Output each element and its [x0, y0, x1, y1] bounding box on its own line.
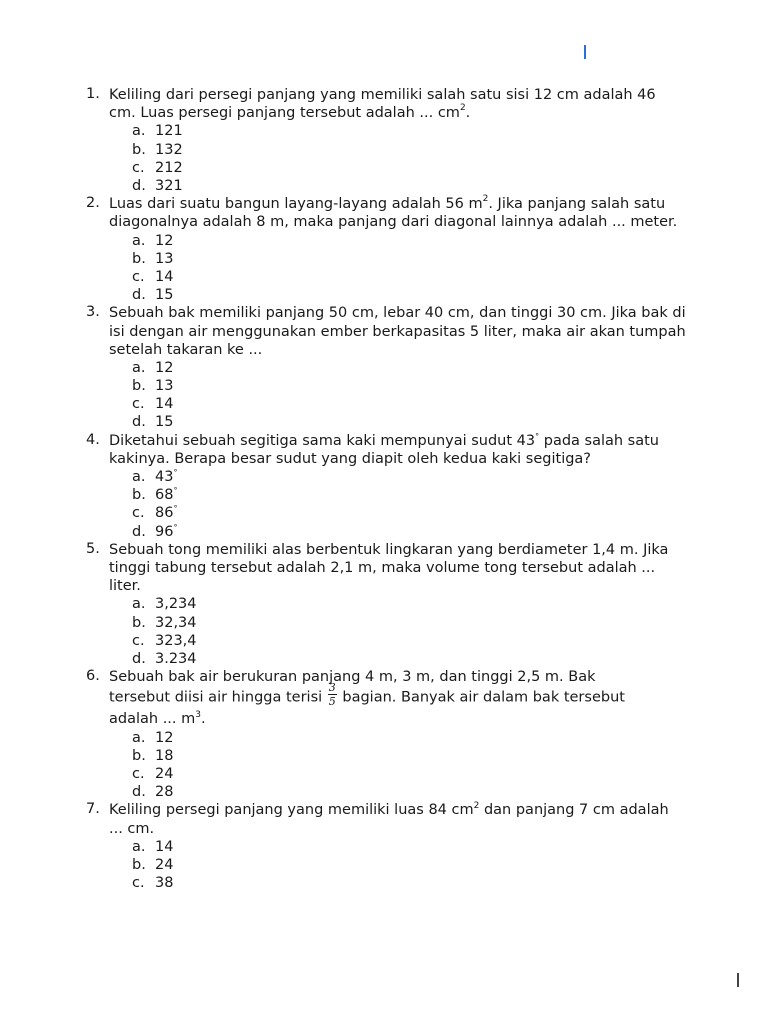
question-number: 1. [86, 86, 100, 102]
fraction: $\frac{3}{5}$ [328, 681, 336, 709]
option-c: c. 212 [132, 159, 183, 176]
option-b: b. 13 [132, 378, 174, 395]
answer-options [132, 838, 686, 893]
option-a: a. 121 [132, 123, 183, 140]
option-b: b. 18 [132, 747, 174, 764]
question-6 [86, 668, 686, 801]
question-4 [86, 432, 686, 541]
option-b: b. 13 [132, 250, 174, 267]
question-list [86, 86, 686, 892]
page-edge-marker [737, 973, 739, 987]
option-c: c. 24 [132, 765, 174, 782]
option-a: a. 12 [132, 232, 174, 249]
answer-options [132, 359, 686, 432]
answer-options [132, 468, 686, 541]
question-text: Keliling persegi panjang yang memiliki luas 84 $cm^2$ dan panjang 7 cm adalah ... cm. [109, 800, 669, 837]
option-d: d. 321 [132, 177, 183, 194]
option-b: b. 24 [132, 856, 174, 873]
question-text: Sebuah tong memiliki alas berbentuk lingkaran yang berdiameter 1,4 m. Jika tinggi tabung tersebut adalah 2,1 m, maka volume tong tersebut adalah ... liter. [109, 541, 669, 595]
option-a: a. 12 [132, 729, 174, 746]
option-a: a. 14 [132, 838, 174, 855]
answer-options [132, 729, 686, 802]
answer-options [132, 595, 686, 668]
question-number: 5. [86, 540, 100, 557]
option-c: c. 86° [132, 504, 178, 522]
question-7 [86, 801, 686, 892]
option-d: d. 15 [132, 287, 174, 304]
option-c: c. 14 [132, 268, 174, 285]
option-c: c. 323,4 [132, 632, 197, 649]
option-b: b. 68° [132, 486, 178, 504]
option-d: d. 96° [132, 522, 178, 540]
question-text: Diketahui sebuah segitiga sama kaki mempunyai sudut 43° pada salah satu kakinya. Berapa besar sudut yang diapit oleh kedua kaki segitiga? [109, 431, 659, 467]
question-5 [86, 541, 686, 668]
question-number: 3. [86, 304, 100, 321]
option-a: a. 3,234 [132, 596, 197, 613]
question-text: Keliling dari persegi panjang yang memiliki salah satu sisi 12 cm adalah 46 cm. Luas persegi panjang tersebut adalah ... $cm^2$. [109, 87, 656, 122]
answer-options [132, 122, 686, 195]
option-a: a. 43° [132, 468, 178, 486]
option-c: c. 14 [132, 396, 174, 413]
question-text: Luas dari suatu bangun layang-layang adalah 56 $m^2$. Jika panjang salah satu diagonalnya adalah 8 m, maka panjang dari diagonal lainnya adalah ... meter. [109, 194, 678, 231]
question-3 [86, 304, 686, 431]
option-b: b. 132 [132, 141, 183, 158]
option-d: d. 3.234 [132, 651, 197, 667]
question-1 [86, 86, 686, 195]
question-number: 6. [86, 668, 100, 685]
question-number: 4. [86, 431, 100, 448]
option-c: c. 38 [132, 875, 174, 892]
option-b: b. 32,34 [132, 614, 197, 631]
question-number: 7. [86, 801, 100, 818]
option-d: d. 28 [132, 784, 174, 801]
text-cursor [584, 45, 586, 59]
option-d: d. 15 [132, 414, 174, 431]
answer-options [132, 232, 686, 305]
option-a: a. 12 [132, 359, 174, 376]
question-text: Sebuah bak memiliki panjang 50 cm, lebar 40 cm, dan tinggi 30 cm. Jika bak di isi dengan air menggunakan ember berkapasitas 5 liter, maka air akan tumpah setelah takaran ke ... [109, 305, 686, 358]
question-text: Sebuah bak air berukuran panjang 4 m, 3 m, dan tinggi 2,5 m. Bak tersebut diisi air hingga terisi $\frac{3}{5}$ bagian. Banyak air dalam bak tersebut adalah ... $m^3$. [109, 669, 625, 728]
question-number: 2. [86, 195, 100, 212]
question-2 [86, 195, 686, 304]
